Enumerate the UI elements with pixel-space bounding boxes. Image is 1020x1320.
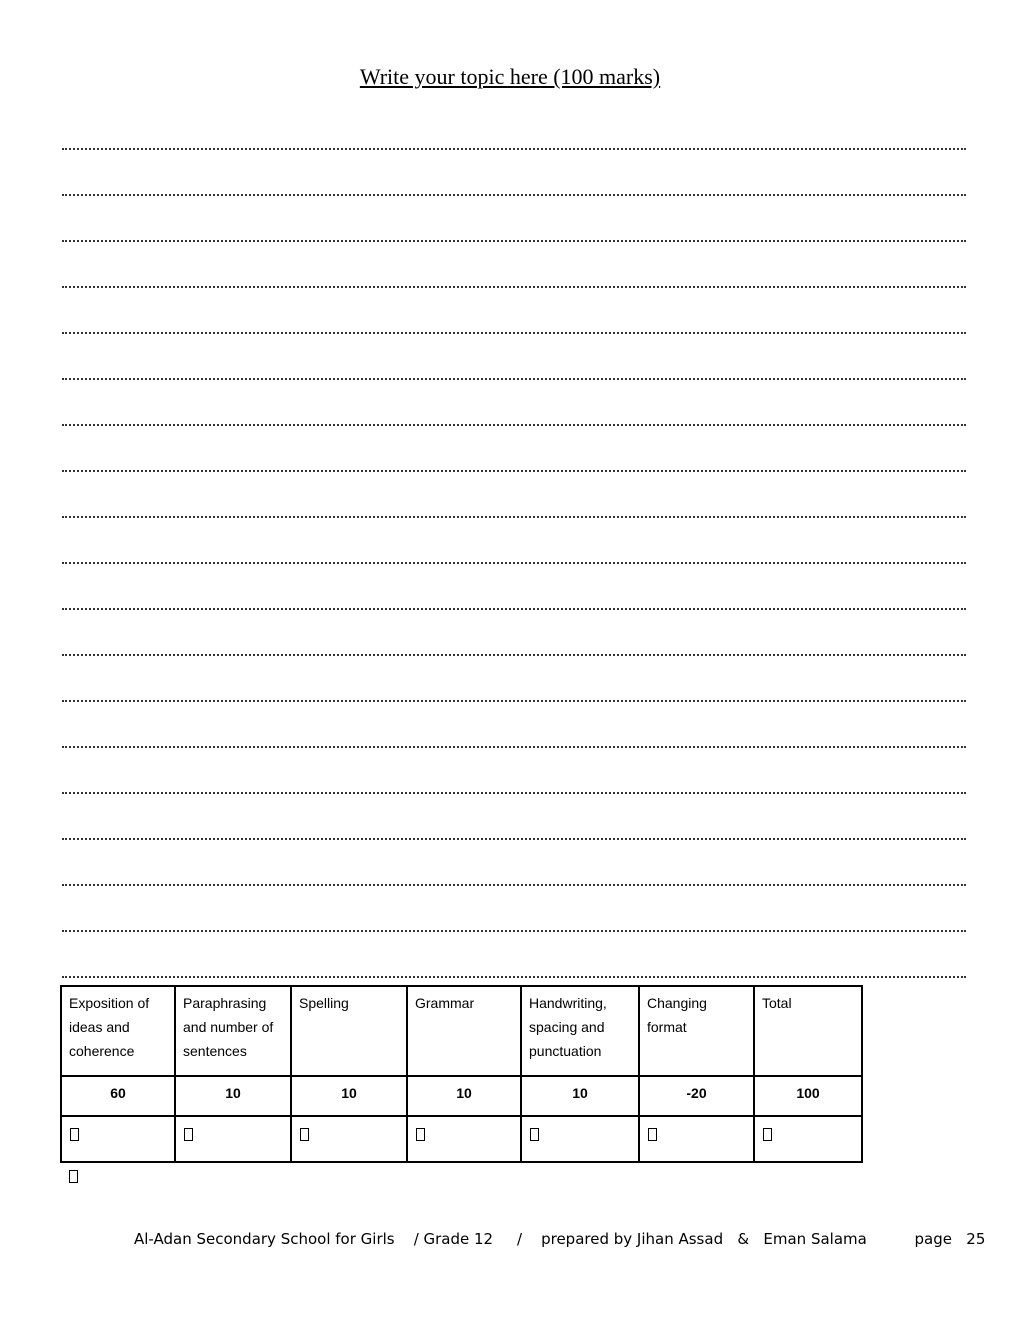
page-footer	[134, 1230, 985, 1248]
score-cell[interactable]	[521, 1116, 639, 1162]
placeholder-box-icon	[184, 1128, 193, 1141]
writing-line[interactable]	[62, 440, 966, 486]
placeholder-box-icon	[300, 1128, 309, 1141]
rubric-header-exposition: Exposition of ideas and coherence	[61, 986, 175, 1076]
writing-line[interactable]	[62, 532, 966, 578]
score-cell[interactable]	[754, 1116, 862, 1162]
rubric-header-total: Total	[754, 986, 862, 1076]
writing-line[interactable]	[62, 164, 966, 210]
footer-page-label: page	[914, 1230, 952, 1248]
score-cell[interactable]	[175, 1116, 291, 1162]
rubric-score-row[interactable]	[61, 1116, 862, 1162]
score-cell[interactable]	[61, 1116, 175, 1162]
writing-line[interactable]	[62, 900, 966, 946]
placeholder-box-icon	[530, 1128, 539, 1141]
footer-separator: /	[516, 1230, 523, 1248]
rubric-marks-row	[61, 1076, 862, 1116]
writing-line[interactable]	[62, 624, 966, 670]
score-cell[interactable]	[291, 1116, 407, 1162]
placeholder-box-icon	[416, 1128, 425, 1141]
footer-grade: / Grade 12	[413, 1230, 494, 1248]
page-title: Write your topic here (100 marks)	[359, 64, 661, 89]
rubric-header-row	[61, 986, 862, 1076]
marks-handwriting: 10	[521, 1076, 639, 1116]
rubric-header-changing-format: Changing format	[639, 986, 754, 1076]
marks-changing-format: -20	[639, 1076, 754, 1116]
writing-lines[interactable]	[62, 118, 966, 992]
writing-line[interactable]	[62, 302, 966, 348]
marks-exposition: 60	[61, 1076, 175, 1116]
writing-line[interactable]	[62, 808, 966, 854]
writing-line[interactable]	[62, 762, 966, 808]
footer-page-number: 25	[966, 1230, 986, 1248]
rubric-header-grammar: Grammar	[407, 986, 521, 1076]
writing-line[interactable]	[62, 670, 966, 716]
writing-line[interactable]	[62, 578, 966, 624]
writing-line[interactable]	[62, 118, 966, 164]
rubric-header-handwriting: Handwriting, spacing and punctuation	[521, 986, 639, 1076]
marks-paraphrasing: 10	[175, 1076, 291, 1116]
writing-line[interactable]	[62, 256, 966, 302]
marks-grammar: 10	[407, 1076, 521, 1116]
placeholder-box-icon	[648, 1128, 657, 1141]
score-cell[interactable]	[407, 1116, 521, 1162]
footer-prepared-by: prepared by Jihan Assad & Eman Salama	[541, 1230, 867, 1248]
placeholder-box-icon	[763, 1128, 772, 1141]
score-cell[interactable]	[639, 1116, 754, 1162]
rubric-header-spelling: Spelling	[291, 986, 407, 1076]
writing-line[interactable]	[62, 486, 966, 532]
placeholder-box-icon	[69, 1170, 78, 1183]
placeholder-box-icon	[70, 1128, 79, 1141]
writing-line[interactable]	[62, 854, 966, 900]
rubric-header-paraphrasing: Paraphrasing and number of sentences	[175, 986, 291, 1076]
writing-line[interactable]	[62, 394, 966, 440]
footer-school: Al-Adan Secondary School for Girls	[134, 1230, 395, 1248]
marks-total: 100	[754, 1076, 862, 1116]
marking-rubric-table	[60, 985, 863, 1163]
writing-line[interactable]	[62, 348, 966, 394]
marks-spelling: 10	[291, 1076, 407, 1116]
writing-line[interactable]	[62, 210, 966, 256]
writing-line[interactable]	[62, 716, 966, 762]
